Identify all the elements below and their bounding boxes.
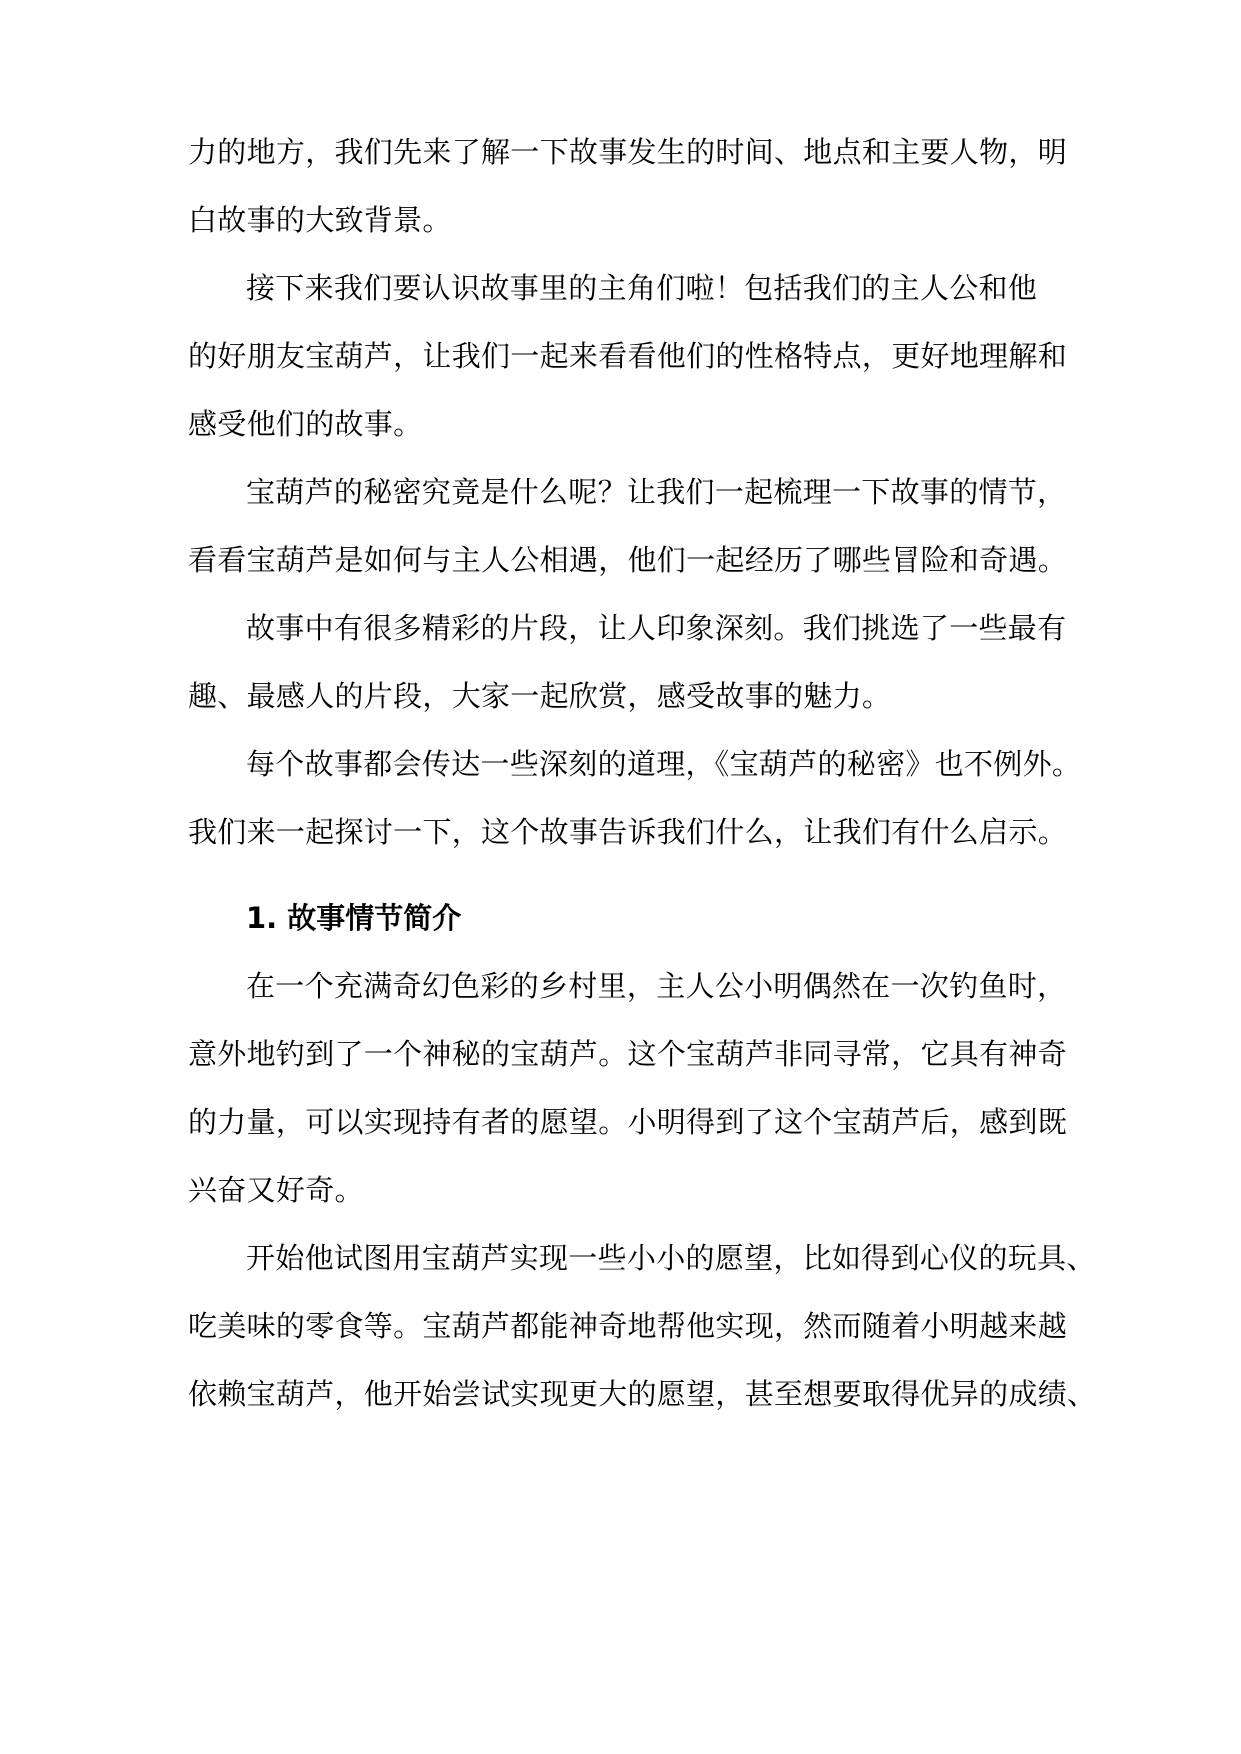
paragraph-line: 的好朋友宝葫芦，让我们一起来看看他们的性格特点，更好地理解和 — [188, 339, 1068, 373]
paragraph-line: 看看宝葫芦是如何与主人公相遇，他们一起经历了哪些冒险和奇遇。 — [188, 543, 1068, 577]
paragraph-line: 兴奋又好奇。 — [188, 1173, 364, 1207]
paragraph-line: 每个故事都会传达一些深刻的道理，《宝葫芦的秘密》也不例外。 — [246, 747, 1082, 781]
paragraph-line: 在一个充满奇幻色彩的乡村里，主人公小明偶然在一次钓鱼时， — [246, 969, 1067, 1003]
paragraph-line: 吃美味的零食等。宝葫芦都能神奇地帮他实现，然而随着小明越来越 — [188, 1309, 1068, 1343]
paragraph-line: 我们来一起探讨一下，这个故事告诉我们什么，让我们有什么启示。 — [188, 815, 1068, 849]
paragraph-line: 感受他们的故事。 — [188, 407, 423, 441]
paragraph-line: 开始他试图用宝葫芦实现一些小小的愿望，比如得到心仪的玩具、 — [246, 1241, 1096, 1275]
paragraph-line: 意外地钓到了一个神秘的宝葫芦。这个宝葫芦非同寻常，它具有神奇 — [188, 1037, 1068, 1071]
paragraph-line: 故事中有很多精彩的片段，让人印象深刻。我们挑选了一些最有 — [246, 611, 1067, 645]
paragraph-line: 的力量，可以实现持有者的愿望。小明得到了这个宝葫芦后，感到既 — [188, 1105, 1068, 1139]
paragraph-line: 力的地方，我们先来了解一下故事发生的时间、地点和主要人物，明 — [188, 135, 1068, 169]
paragraph-line: 白故事的大致背景。 — [188, 203, 452, 237]
paragraph-line: 趣、最感人的片段，大家一起欣赏，感受故事的魅力。 — [188, 679, 892, 713]
paragraph-line: 接下来我们要认识故事里的主角们啦！包括我们的主人公和他 — [246, 271, 1038, 305]
paragraph-line: 依赖宝葫芦，他开始尝试实现更大的愿望，甚至想要取得优异的成绩、 — [188, 1377, 1097, 1411]
section-heading: 1. 故事情节简介 — [246, 901, 462, 935]
paragraph-line: 宝葫芦的秘密究竟是什么呢？让我们一起梳理一下故事的情节， — [246, 475, 1067, 509]
